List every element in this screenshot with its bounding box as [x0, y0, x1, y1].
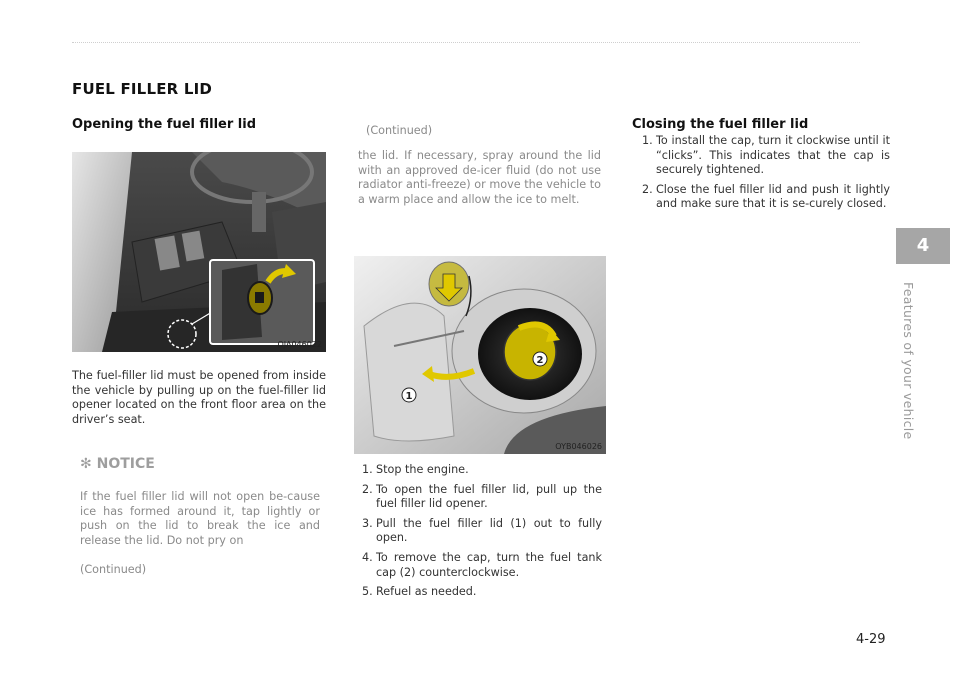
list-item: 3. Pull the fuel filler lid (1) out to fully open.	[362, 516, 602, 545]
notice-title: NOTICE	[96, 456, 155, 472]
page-number: 4-29	[856, 632, 886, 647]
header-rule	[72, 42, 860, 43]
list-item: 1. To install the cap, turn it clockwise until it “clicks”. This indicates that the cap is securely tightened.	[642, 134, 890, 177]
callout-2: 2	[536, 355, 544, 366]
fuel-filler-photo	[354, 256, 606, 454]
list-item: 2. Close the fuel filler lid and push it lightly and make sure that it is se-curely closed.	[642, 182, 890, 211]
notice-text: If the fuel filler lid will not open be-cause ice has formed around it, tap lightly or push on the lid to break the ice and release the lid. Do not pry on	[80, 490, 320, 547]
closing-steps	[642, 134, 890, 217]
list-item: 1. Stop the engine.	[362, 463, 469, 476]
image-code: OJA046022	[277, 340, 322, 349]
section-title: FUEL FILLER LID	[72, 80, 213, 98]
callout-1: 1	[405, 391, 413, 402]
fuel-filler-illustration	[354, 256, 606, 454]
notice-heading	[80, 456, 155, 472]
opening-subtitle: Opening the fuel filler lid	[72, 117, 257, 132]
list-item: 5. Refuel as needed.	[362, 585, 477, 599]
deicer-paragraph: the lid. If necessary, spray around the lid with an approved de-icer fluid (do not use radiator anti-freeze) or move the vehicle to a warm place and allow the ice to melt.	[358, 149, 601, 206]
notice-continued: (Continued)	[80, 563, 147, 576]
interior-floor-photo	[72, 152, 326, 352]
continued-label: (Continued)	[366, 124, 433, 137]
notice-asterisk-icon: ✻	[80, 456, 92, 472]
closing-subtitle: Closing the fuel filler lid	[632, 117, 809, 132]
list-item: 2. To open the fuel filler lid, pull up the fuel filler lid opener.	[362, 482, 602, 511]
opening-paragraph: The fuel-filler lid must be opened from inside the vehicle by pulling up on the fuel-filler lid opener located on the front floor area on the driver’s seat.	[72, 369, 326, 426]
opening-steps	[362, 463, 602, 605]
interior-illustration	[72, 152, 326, 352]
image-code: OYB046026	[555, 442, 602, 451]
list-item: 4. To remove the cap, turn the fuel tank cap (2) counterclockwise.	[362, 550, 602, 579]
chapter-title: Features of your vehicle	[901, 282, 916, 440]
chapter-tab: 4	[896, 228, 950, 264]
